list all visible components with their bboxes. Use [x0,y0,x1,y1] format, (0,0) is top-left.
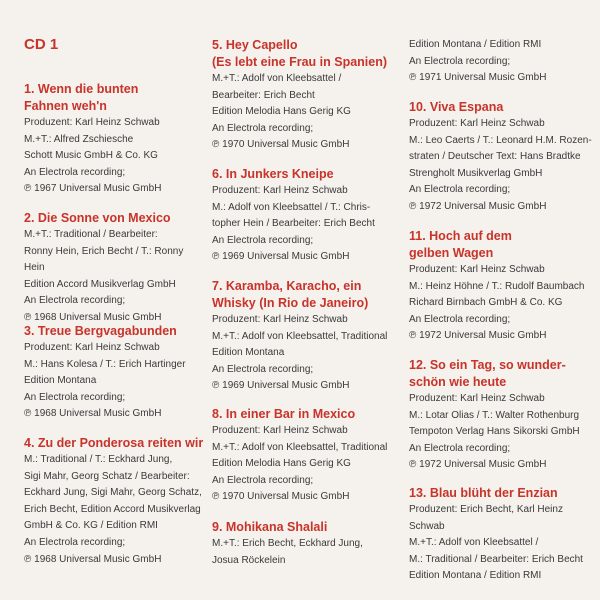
track-credits: M.: Traditional / T.: Eckhard Jung, Sigi Mahr, Georg Schatz / Bearbeiter: Eckhard Jung, Sigi Mahr, Georg Schatz, Erich Becht, Edition Accord Musikverlag GmbH & Co. KG / Edition RMI An Electrola recording; ℗ 1968 Universal Music GmbH [24,454,202,565]
track-credits: Produzent: Erich Becht, Karl Heinz Schwab M.+T.: Adolf von Kleebsattel / M.: Traditional / Bearbeiter: Erich Becht Edition Montana / Edition RMI [409,504,583,582]
track-5 [212,37,387,154]
track-title: 3. Treue Bergvagabunden [24,324,177,338]
track-9 [212,519,363,569]
track-title: 4. Zu der Ponderosa reiten wir [24,436,204,450]
track-credits: Produzent: Karl Heinz Schwab M.+T.: Adolf von Kleebsattel, Traditional Edition Montana An Electrola recording; ℗ 1969 Universal Music GmbH [212,314,388,392]
track-title: 9. Mohikana Shalali [212,520,328,534]
track-credits: Produzent: Karl Heinz Schwab M.+T.: Alfred Zschiesche Schott Music GmbH & Co. KG An Electrola recording; ℗ 1967 Universal Music GmbH [24,117,162,195]
track-title: 5. Hey Capello (Es lebt eine Frau in Spanien) [212,38,388,69]
track-title: 1. Wenn die bunten Fahnen weh'n [24,82,139,113]
track-1 [24,81,161,198]
track-6 [212,166,375,266]
cd-title: CD 1 [24,36,59,53]
track-title: 6. In Junkers Kneipe [212,167,334,181]
track-credits: M.+T.: Traditional / Bearbeiter: Ronny Hein, Erich Becht / T.: Ronny Hein Edition Accord Musikverlag GmbH An Electrola recording; ℗ 1968 Universal Music GmbH [24,229,184,323]
track-9-credits-continued: Edition Montana / Edition RMI An Electrola recording; ℗ 1971 Universal Music GmbH [409,39,547,84]
track-4 [24,435,203,568]
track-10 [409,99,592,216]
track-3 [24,323,186,423]
track-11 [409,228,584,345]
track-credits: M.+T.: Erich Becht, Eckhard Jung, Josua Röckelein [212,538,363,566]
track-7 [212,278,387,395]
track-8 [212,406,387,506]
track-title: 2. Die Sonne von Mexico [24,211,171,225]
track-title: 7. Karamba, Karacho, ein Whisky (In Rio de Janeiro) [212,279,369,310]
track-title: 12. So ein Tag, so wunder- schön wie heute [409,358,566,389]
track-credits: Produzent: Karl Heinz Schwab M.: Lotar Olias / T.: Walter Rothenburg Tempoton Verlag Hans Sikorski GmbH An Electrola recording; ℗ 1972 Universal Music GmbH [409,393,580,471]
track-credits: Produzent: Karl Heinz Schwab M.: Hans Kolesa / T.: Erich Hartinger Edition Montana An Electrola recording; ℗ 1968 Universal Music GmbH [24,342,186,420]
track-credits: Produzent: Karl Heinz Schwab M.: Leo Caerts / T.: Leonard H.M. Rozen- straten / Deutscher Text: Hans Bradtke Strengholt Musikverlag GmbH An Electrola recording; ℗ 1972 Universal Music GmbH [409,118,592,212]
track-credits: Produzent: Karl Heinz Schwab M.: Heinz Höhne / T.: Rudolf Baumbach Richard Birnbach GmbH & Co. KG An Electrola recording; ℗ 1972 Universal Music GmbH [409,264,585,342]
track-12 [409,357,580,474]
track-title: 13. Blau blüht der Enzian [409,486,558,500]
track-title: 11. Hoch auf dem gelben Wagen [409,229,512,260]
track-2 [24,210,204,327]
track-credits: Produzent: Karl Heinz Schwab M.+T.: Adolf von Kleebsattel, Traditional Edition Melodia Hans Gerig KG An Electrola recording; ℗ 1970 Universal Music GmbH [212,425,388,503]
track-credits: Produzent: Karl Heinz Schwab M.: Adolf von Kleebsattel / T.: Chris- topher Hein / Bearbeiter: Erich Becht An Electrola recording; ℗ 1969 Universal Music GmbH [212,185,375,263]
track-13 [409,485,595,585]
track-credits: M.+T.: Adolf von Kleebsattel / Bearbeiter: Erich Becht Edition Melodia Hans Gerig KG An Electrola recording; ℗ 1970 Universal Music GmbH [212,73,351,151]
track-title: 8. In einer Bar in Mexico [212,407,356,421]
track-title: 10. Viva Espana [409,100,504,114]
